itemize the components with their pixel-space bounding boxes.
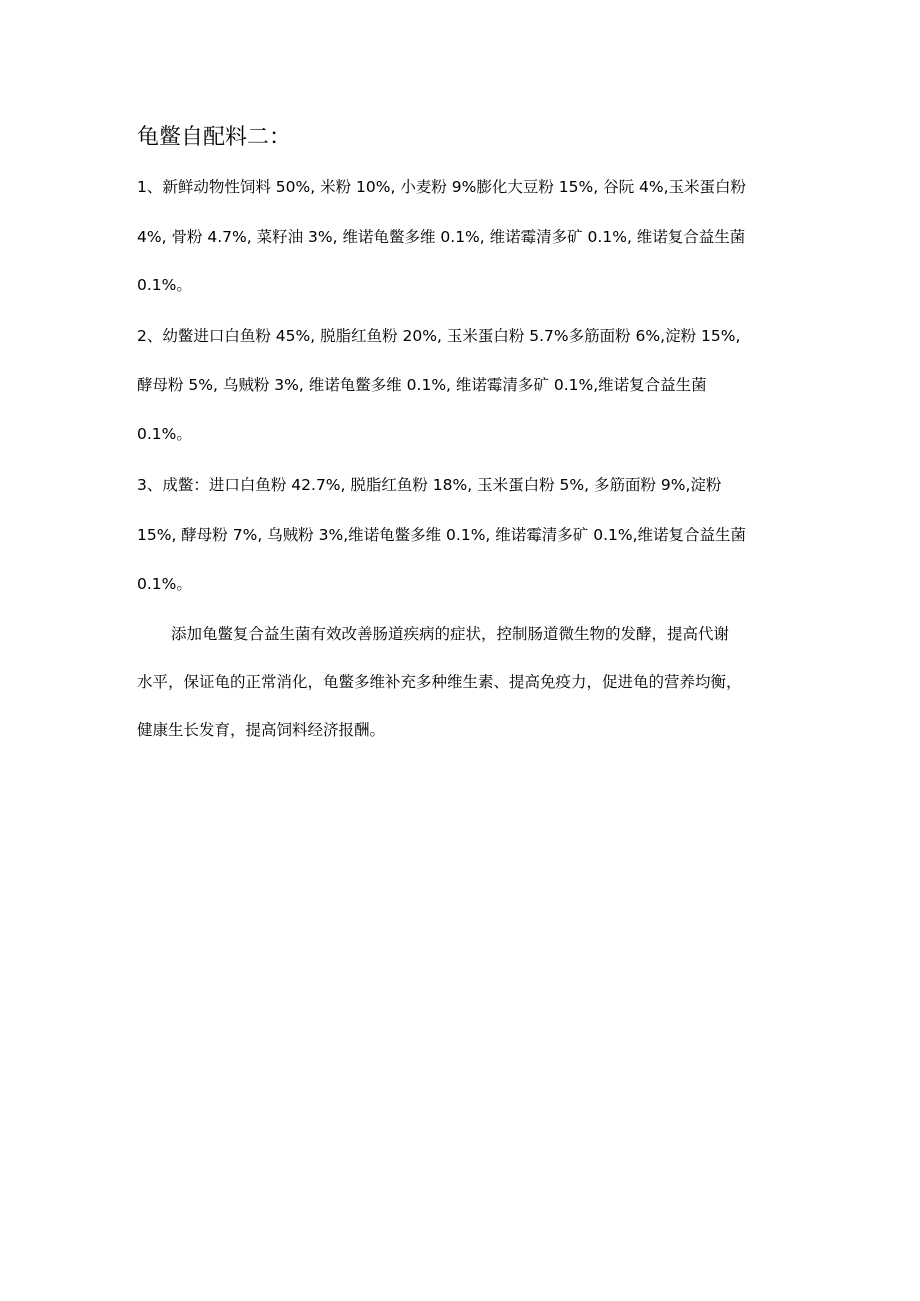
item-3-line-2: 15%, 酵母粉 7%, 乌贼粉 3%,维诺龟鳖多维 0.1%, 维诺霉清多矿 0.1%,维诺复合益生菌 xyxy=(137,526,747,544)
item-2-line-3: 0.1%。 xyxy=(137,425,192,443)
paragraph-line-2: 水平，保证龟的正常消化，龟鳖多维补充多种维生素、提高免疫力，促进龟的营养均衡， xyxy=(137,673,742,691)
item-2-line-1: 2、幼鳖进口白鱼粉 45%, 脱脂红鱼粉 20%, 玉米蛋白粉 5.7%多筋面粉 6%,淀粉 15%, xyxy=(137,327,741,345)
paragraph-line-3: 健康生长发育，提高饲料经济报酬。 xyxy=(137,721,386,739)
document-title: 龟鳖自配料二： xyxy=(137,125,292,150)
item-1-line-1: 1、新鲜动物性饲料 50%, 米粉 10%, 小麦粉 9%膨化大豆粉 15%, 谷阮 4%,玉米蛋白粉 xyxy=(137,178,747,196)
item-3-line-3: 0.1%。 xyxy=(137,575,192,593)
item-3-line-1: 3、成鳖：进口白鱼粉 42.7%, 脱脂红鱼粉 18%, 玉米蛋白粉 5%, 多筋面粉 9%,淀粉 xyxy=(137,476,722,494)
paragraph-line-1: 添加龟鳖复合益生菌有效改善肠道疾病的症状，控制肠道微生物的发酵，提高代谢 xyxy=(171,625,730,643)
item-1-line-2: 4%, 骨粉 4.7%, 菜籽油 3%, 维诺龟鳖多维 0.1%, 维诺霉清多矿 0.1%, 维诺复合益生菌 xyxy=(137,228,746,246)
item-2-line-2: 酵母粉 5%, 乌贼粉 3%, 维诺龟鳖多维 0.1%, 维诺霉清多矿 0.1%,维诺复合益生菌 xyxy=(137,376,707,394)
item-1-line-3: 0.1%。 xyxy=(137,276,192,294)
